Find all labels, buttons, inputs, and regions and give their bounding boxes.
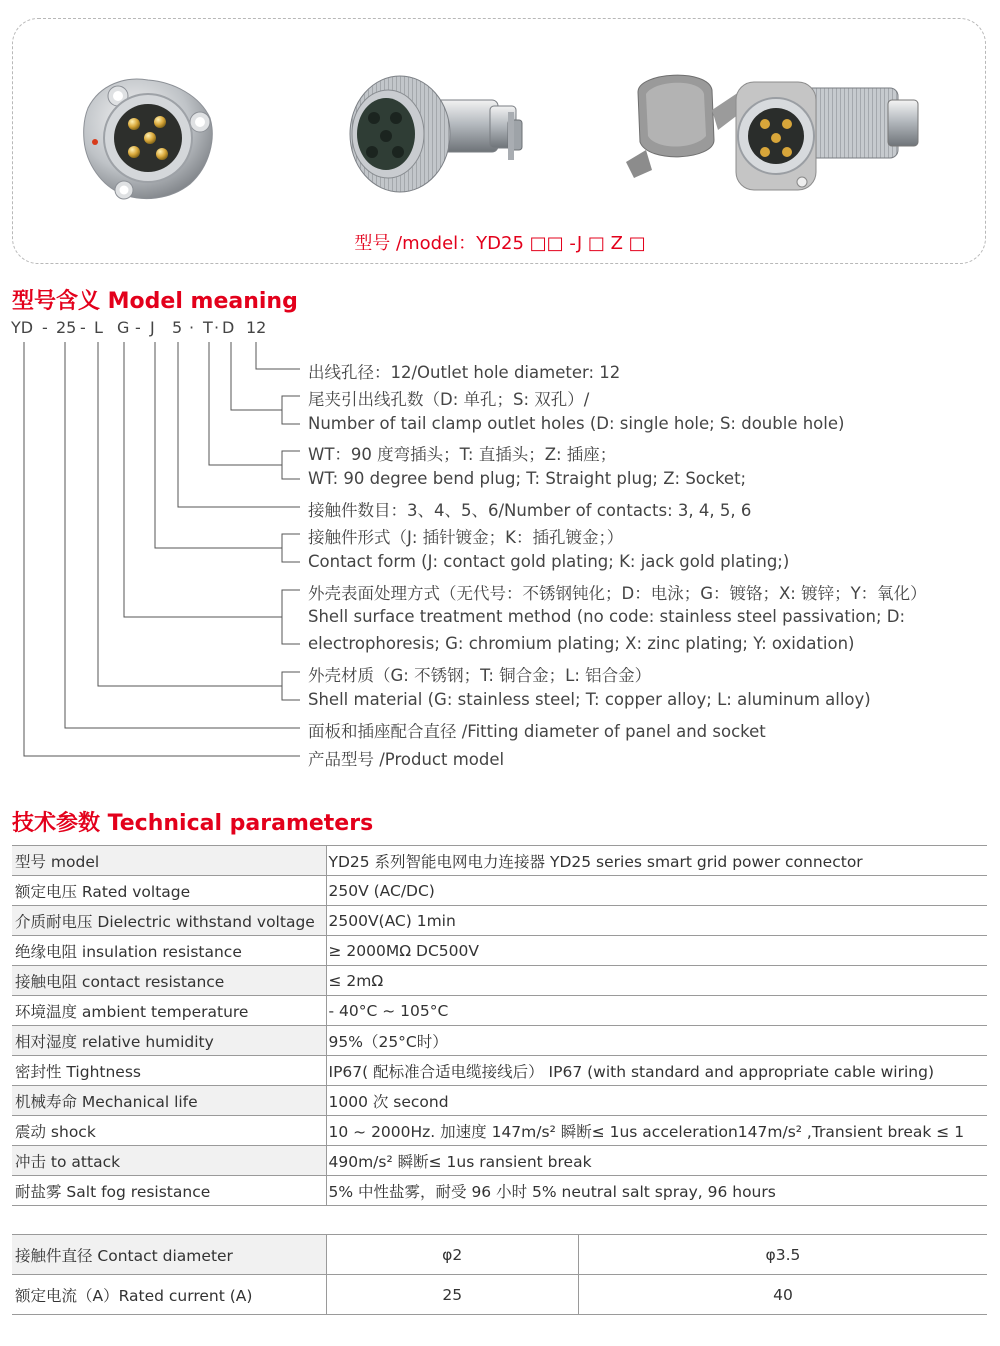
param-value: φ2 — [326, 1235, 578, 1275]
code-separator: - — [80, 318, 86, 337]
param-value: YD25 系列智能电网电力连接器 YD25 series smart grid power connector — [326, 846, 987, 876]
legend-shell-material-en: Shell material (G: stainless steel; T: copper alloy; L: aluminum alloy) — [308, 690, 871, 709]
param-value: 25 — [326, 1275, 578, 1315]
param-label: 介质耐电压 Dielectric withstand voltage — [12, 906, 326, 936]
param-value: 95%（25°C时） — [326, 1026, 987, 1056]
code-separator: · — [189, 318, 195, 337]
legend-fitting-diameter: 面板和插座配合直径 /Fitting diameter of panel and socket — [308, 722, 766, 741]
legend-shell-material-cn: 外壳材质（G: 不锈钢；T: 铜合金；L: 铝合金） — [308, 666, 652, 685]
legend-plug-type-en: WT: 90 degree bend plug; T: Straight plug; Z: Socket; — [308, 469, 747, 488]
code-part-25: 25 — [56, 318, 77, 337]
code-separator: · — [214, 318, 220, 337]
code-part-5: 5 — [172, 318, 183, 337]
param-label: 冲击 to attack — [12, 1146, 326, 1176]
model-meaning-title: 型号含义 Model meaning — [12, 289, 298, 314]
table-row — [12, 1086, 987, 1116]
param-value: 490m/s² 瞬断≤ 1us ransient break — [326, 1146, 987, 1176]
param-label: 耐盐雾 Salt fog resistance — [12, 1176, 326, 1206]
rated-current-table — [12, 1234, 987, 1315]
legend-shell-surface-cn: 外壳表面处理方式（无代号：不锈钢钝化；D：电泳；G：镀铬；X: 镀锌；Y：氧化） — [308, 584, 927, 603]
legend-shell-surface-en-cont: electrophoresis; G: chromium plating; X: zinc plating; Y: oxidation) — [308, 634, 855, 653]
legend-tail-clamp-en: Number of tail clamp outlet holes (D: single hole; S: double hole) — [308, 414, 845, 433]
table-row — [12, 1116, 987, 1146]
param-value: 5% 中性盐雾，耐受 96 小时 5% neutral salt spray, 96 hours — [326, 1176, 987, 1206]
model-code-caption: 型号 /model：YD25 □□ -J □ Z □ — [354, 233, 646, 254]
param-value: IP67( 配标准合适电缆接线后） IP67 (with standard and appropriate cable wiring) — [326, 1056, 987, 1086]
param-label: 机械寿命 Mechanical life — [12, 1086, 326, 1116]
param-value: 1000 次 second — [326, 1086, 987, 1116]
table-row — [12, 966, 987, 996]
table-row — [12, 1056, 987, 1086]
param-label: 接触电阻 contact resistance — [12, 966, 326, 996]
legend-tail-clamp-cn: 尾夹引出线孔数（D: 单孔；S: 双孔）/ — [308, 390, 590, 409]
technical-parameters-table — [12, 845, 987, 1206]
table-row — [12, 996, 987, 1026]
code-part-j: J — [150, 318, 155, 337]
legend-outlet-hole-diameter: 出线孔径：12/Outlet hole diameter: 12 — [308, 363, 621, 382]
param-value: ≥ 2000MΩ DC500V — [326, 936, 987, 966]
param-value: - 40°C ~ 105°C — [326, 996, 987, 1026]
code-part-l: L — [94, 318, 103, 337]
legend-contact-form-cn: 接触件形式（J: 插针镀金；K：插孔镀金；） — [308, 528, 624, 547]
param-value: 40 — [578, 1275, 987, 1315]
table-row — [12, 1275, 987, 1315]
legend-number-of-contacts: 接触件数目：3、4、5、6/Number of contacts: 3, 4, 5, 6 — [308, 501, 752, 520]
param-label: 密封性 Tightness — [12, 1056, 326, 1086]
param-value: φ3.5 — [578, 1235, 987, 1275]
table-row — [12, 846, 987, 876]
param-label: 额定电流（A）Rated current (A) — [12, 1275, 326, 1315]
code-separator: - — [135, 318, 141, 337]
param-label: 额定电压 Rated voltage — [12, 876, 326, 906]
table-row — [12, 1235, 987, 1275]
param-label: 绝缘电阻 insulation resistance — [12, 936, 326, 966]
legend-plug-type-cn: WT：90 度弯插头；T: 直插头；Z: 插座； — [308, 445, 617, 464]
param-label: 型号 model — [12, 846, 326, 876]
param-label: 接触件直径 Contact diameter — [12, 1235, 326, 1275]
code-part-t: T — [203, 318, 213, 337]
code-part-12: 12 — [246, 318, 267, 337]
legend-shell-surface-en: Shell surface treatment method (no code: stainless steel passivation; D: — [308, 607, 906, 626]
table-row — [12, 1176, 987, 1206]
param-value: ≤ 2mΩ — [326, 966, 987, 996]
param-label: 相对湿度 relative humidity — [12, 1026, 326, 1056]
table-row — [12, 1146, 987, 1176]
code-part-d: D — [222, 318, 235, 337]
code-part-g: G — [117, 318, 130, 337]
code-separator: - — [42, 318, 48, 337]
param-label: 震动 shock — [12, 1116, 326, 1146]
param-value: 10 ~ 2000Hz. 加速度 147m/s² 瞬断≤ 1us acceleration147m/s² ,Transient break ≤ 1 — [326, 1116, 987, 1146]
table-row — [12, 1026, 987, 1056]
code-part-yd: YD — [11, 318, 34, 337]
table-row — [12, 906, 987, 936]
legend-product-model: 产品型号 /Product model — [308, 750, 505, 769]
param-label: 环境温度 ambient temperature — [12, 996, 326, 1026]
table-row — [12, 876, 987, 906]
technical-parameters-title: 技术参数 Technical parameters — [12, 811, 374, 836]
param-value: 250V (AC/DC) — [326, 876, 987, 906]
legend-contact-form-en: Contact form (J: contact gold plating; K: jack gold plating;) — [308, 552, 790, 571]
param-value: 2500V(AC) 1min — [326, 906, 987, 936]
table-row — [12, 936, 987, 966]
